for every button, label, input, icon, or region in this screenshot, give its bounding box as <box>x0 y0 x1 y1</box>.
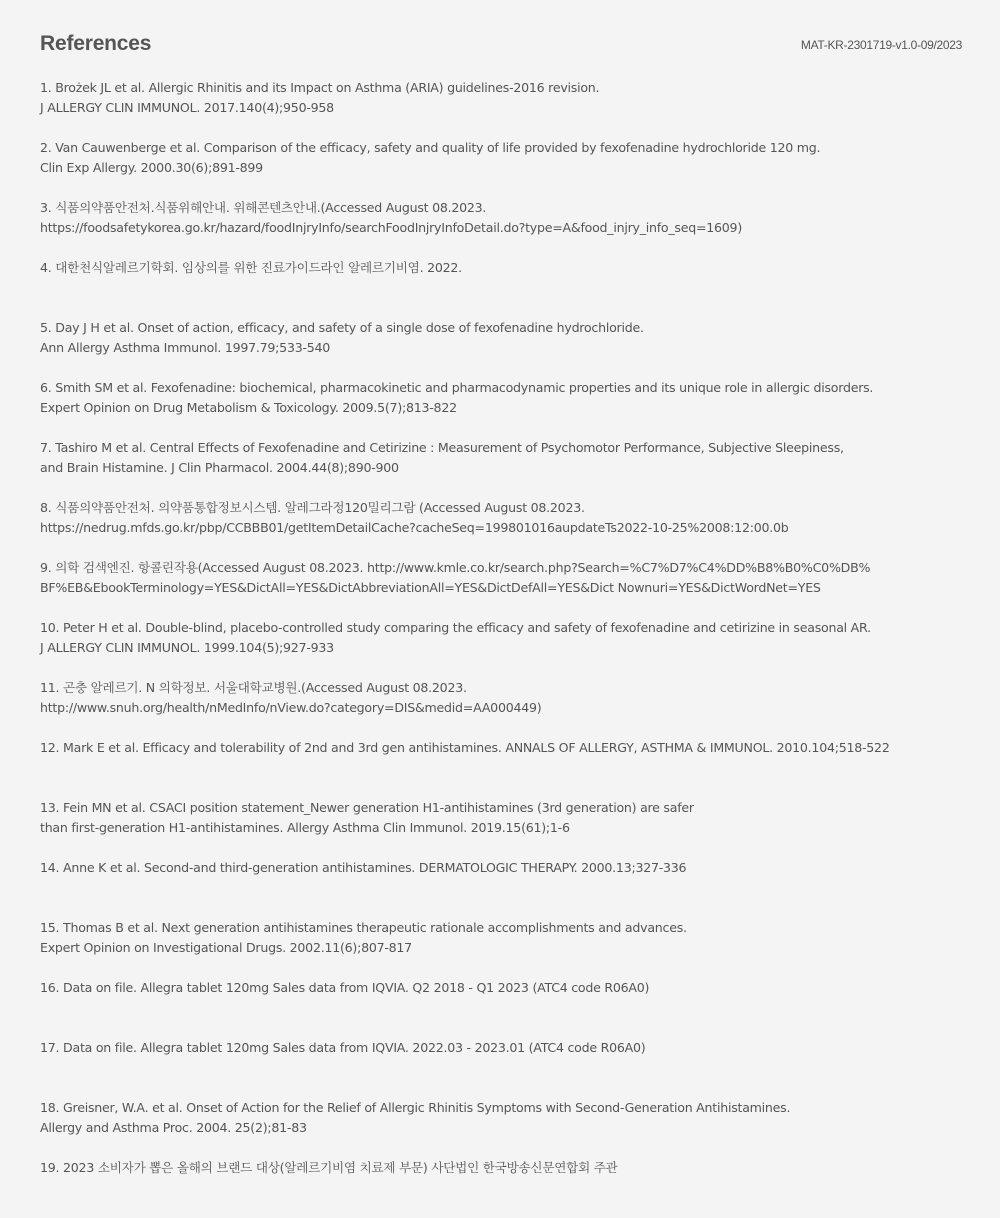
reference-item <box>40 438 980 498</box>
reference-line: 18. Greisner, W.A. et al. Onset of Action for the Relief of Allergic Rhinitis Symptoms with Second-Generation Antihistamines. <box>40 1100 791 1115</box>
reference-item <box>40 1038 980 1098</box>
reference-item <box>40 798 980 858</box>
page-header <box>40 32 962 62</box>
reference-item <box>40 738 980 798</box>
reference-item <box>40 378 980 438</box>
reference-line: Clin Exp Allergy. 2000.30(6);891-899 <box>40 160 263 175</box>
reference-line: Expert Opinion on Investigational Drugs. 2002.11(6);807-817 <box>40 940 412 955</box>
reference-item <box>40 978 980 1038</box>
reference-list <box>40 78 980 1218</box>
reference-line: 7. Tashiro M et al. Central Effects of Fexofenadine and Cetirizine : Measurement of Psychomotor Performance, Subjective Sleepiness, <box>40 440 844 455</box>
reference-line: than first-generation H1-antihistamines. Allergy Asthma Clin Immunol. 2019.15(61);1-6 <box>40 820 570 835</box>
reference-item <box>40 1098 980 1158</box>
reference-item <box>40 318 980 378</box>
reference-line: J ALLERGY CLIN IMMUNOL. 2017.140(4);950-958 <box>40 100 334 115</box>
reference-line: 13. Fein MN et al. CSACI position statement_Newer generation H1-antihistamines (3rd generation) are safer <box>40 800 694 815</box>
reference-line: 2. Van Cauwenberge et al. Comparison of the efficacy, safety and quality of life provided by fexofenadine hydrochloride 120 mg. <box>40 140 821 155</box>
reference-line: 5. Day J H et al. Onset of action, efficacy, and safety of a single dose of fexofenadine hydrochloride. <box>40 320 644 335</box>
reference-item <box>40 78 980 138</box>
reference-line: 8. 식품의약품안전처. 의약품통합정보시스템. 알레그라정120밀리그람 (Accessed August 08.2023. <box>40 500 585 515</box>
reference-line: https://foodsafetykorea.go.kr/hazard/foodInjryInfo/searchFoodInjryInfoDetail.do?type=A&food_injry_info_seq=1609) <box>40 220 742 235</box>
reference-item <box>40 498 980 558</box>
reference-item <box>40 138 980 198</box>
reference-line: BF%EB&EbookTerminology=YES&DictAll=YES&DictAbbreviationAll=YES&DictDefAll=YES&Dict Nownuri=YES&DictWordNet=YES <box>40 580 821 595</box>
reference-line: J ALLERGY CLIN IMMUNOL. 1999.104(5);927-933 <box>40 640 334 655</box>
reference-line: Allergy and Asthma Proc. 2004. 25(2);81-83 <box>40 1120 307 1135</box>
reference-line: Expert Opinion on Drug Metabolism & Toxicology. 2009.5(7);813-822 <box>40 400 457 415</box>
page-title: References <box>40 32 152 55</box>
reference-line: 15. Thomas B et al. Next generation antihistamines therapeutic rationale accomplishments and advances. <box>40 920 687 935</box>
reference-item <box>40 1158 980 1218</box>
reference-item <box>40 678 980 738</box>
reference-line: 16. Data on file. Allegra tablet 120mg Sales data from IQVIA. Q2 2018 - Q1 2023 (ATC4 code R06A0) <box>40 980 650 995</box>
reference-line: 14. Anne K et al. Second-and third-generation antihistamines. DERMATOLOGIC THERAPY. 2000.13;327-336 <box>40 860 687 875</box>
reference-line: 3. 식품의약품안전처.식품위해안내. 위해콘텐츠안내.(Accessed August 08.2023. <box>40 200 487 215</box>
reference-line: and Brain Histamine. J Clin Pharmacol. 2004.44(8);890-900 <box>40 460 399 475</box>
reference-item <box>40 558 980 618</box>
document-code: MAT-KR-2301719-v1.0-09/2023 <box>800 38 962 52</box>
reference-item <box>40 198 980 258</box>
reference-line: 4. 대한천식알레르기학회. 임상의를 위한 진료가이드라인 알레르기비염. 2022. <box>40 260 462 275</box>
reference-line: 17. Data on file. Allegra tablet 120mg Sales data from IQVIA. 2022.03 - 2023.01 (ATC4 code R06A0) <box>40 1040 646 1055</box>
reference-line: 12. Mark E et al. Efficacy and tolerability of 2nd and 3rd gen antihistamines. ANNALS OF ALLERGY, ASTHMA & IMMUNOL. 2010.104;518-522 <box>40 740 890 755</box>
reference-line: https://nedrug.mfds.go.kr/pbp/CCBBB01/getItemDetailCache?cacheSeq=199801016aupdateTs2022-10-25%2008:12:00.0b <box>40 520 789 535</box>
reference-line: 11. 곤충 알레르기. N 의학정보. 서울대학교병원.(Accessed August 08.2023. <box>40 680 467 695</box>
reference-line: Ann Allergy Asthma Immunol. 1997.79;533-540 <box>40 340 331 355</box>
reference-item <box>40 618 980 678</box>
reference-line: 10. Peter H et al. Double-blind, placebo-controlled study comparing the efficacy and safety of fexofenadine and cetirizine in seasonal AR. <box>40 620 871 635</box>
reference-line: 9. 의학 검색엔진. 항콜린작용(Accessed August 08.2023. http://www.kmle.co.kr/search.php?Search=%C7%D7%C4%DD%B8%B0%C0%DB% <box>40 560 871 575</box>
reference-line: 19. 2023 소비자가 뽑은 올해의 브랜드 대상(알레르기비염 치료제 부문) 사단법인 한국방송신문연합회 주관 <box>40 1160 618 1175</box>
reference-item <box>40 918 980 978</box>
reference-item <box>40 258 980 318</box>
reference-line: 6. Smith SM et al. Fexofenadine: biochemical, pharmacokinetic and pharmacodynamic properties and its unique role in allergic disorders. <box>40 380 874 395</box>
reference-line: 1. Brożek JL et al. Allergic Rhinitis and its Impact on Asthma (ARIA) guidelines-2016 revision. <box>40 80 600 95</box>
reference-item <box>40 858 980 918</box>
reference-line: http://www.snuh.org/health/nMedInfo/nView.do?category=DIS&medid=AA000449) <box>40 700 542 715</box>
